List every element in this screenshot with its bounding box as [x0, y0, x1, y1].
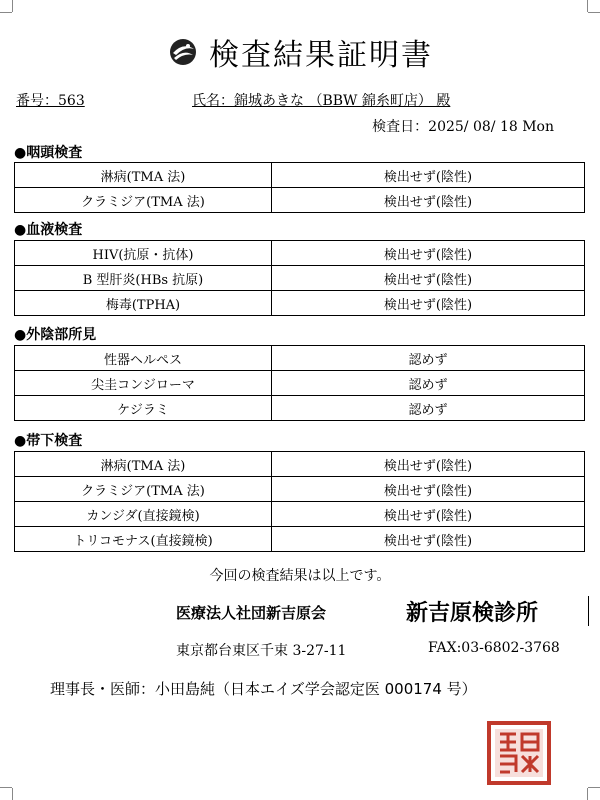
section-title: ●外陰部所見 [14, 327, 97, 343]
test-item: B 型肝炎(HBs 抗原) [15, 266, 272, 291]
test-item: 梅毒(TPHA) [15, 291, 272, 316]
test-item: 性器ヘルペス [15, 346, 272, 371]
table-row [15, 241, 585, 266]
test-result: 認めず [272, 396, 585, 421]
test-result: 認めず [272, 346, 585, 371]
test-item: 尖圭コンジローマ [15, 371, 272, 396]
clinic-name: 新吉原検診所 [406, 600, 539, 626]
test-item: 淋病(TMA 法) [15, 452, 272, 477]
results-table-pharynx [14, 162, 585, 213]
exam-date: 検査日：2025/ 08/ 18 Mon [372, 119, 554, 135]
crop-mark [588, 12, 600, 13]
test-item: 淋病(TMA 法) [15, 163, 272, 188]
title-row [0, 30, 600, 74]
clinic-fax: FAX:03-6802-3768 [428, 640, 560, 656]
patient-info [16, 90, 586, 112]
crop-mark [0, 787, 12, 788]
crop-mark [12, 788, 13, 800]
table-row [15, 396, 585, 421]
results-table-blood [14, 240, 585, 316]
test-item: クラミジア(TMA 法) [15, 188, 272, 213]
crop-mark [587, 0, 588, 12]
test-result: 認めず [272, 371, 585, 396]
section-title: ●咽頭検査 [14, 145, 83, 161]
table-row [15, 266, 585, 291]
section-title: ●血液検査 [14, 222, 83, 238]
table-row [15, 163, 585, 188]
crop-mark [12, 0, 13, 12]
issuer-block [176, 596, 589, 626]
table-row [15, 371, 585, 396]
test-result: 検出せず(陰性) [272, 266, 585, 291]
test-result: 検出せず(陰性) [272, 241, 585, 266]
test-item: HIV(抗原・抗体) [15, 241, 272, 266]
seal-stamp [486, 720, 552, 786]
test-item: カンジダ(直接鏡検) [15, 502, 272, 527]
table-row [15, 452, 585, 477]
test-item: クラミジア(TMA 法) [15, 477, 272, 502]
table-row [15, 502, 585, 527]
test-result: 検出せず(陰性) [272, 477, 585, 502]
test-item: トリコモナス(直接鏡検) [15, 527, 272, 552]
test-result: 検出せず(陰性) [272, 291, 585, 316]
director-name: 理事長・医師：小田島純（日本エイズ学会認定医 000174 号） [50, 680, 477, 698]
test-result: 検出せず(陰性) [272, 502, 585, 527]
clinic-address: 東京都台東区千束 3-27-11 [176, 643, 347, 659]
results-table-vulva [14, 345, 585, 421]
emblem-icon [167, 36, 199, 68]
crop-mark [0, 12, 12, 13]
results-table-discharge [14, 451, 585, 552]
test-item: ケジラミ [15, 396, 272, 421]
section-title: ●帯下検査 [14, 433, 83, 449]
organization-name: 医療法人社団新吉原会 [176, 604, 327, 622]
table-row [15, 291, 585, 316]
table-row [15, 188, 585, 213]
patient-name: 氏名：錦城あきな （BBW 錦糸町店） 殿 [192, 93, 451, 109]
table-row [15, 527, 585, 552]
table-row [15, 477, 585, 502]
crop-mark [587, 788, 588, 800]
certificate-number: 番号：563 [16, 93, 85, 109]
crop-mark [588, 787, 600, 788]
page-title: 検査結果証明書 [209, 38, 433, 73]
table-row [15, 346, 585, 371]
test-result: 検出せず(陰性) [272, 452, 585, 477]
closing-text: 今回の検査結果は以上です。 [209, 568, 391, 584]
test-result: 検出せず(陰性) [272, 188, 585, 213]
test-result: 検出せず(陰性) [272, 527, 585, 552]
test-result: 検出せず(陰性) [272, 163, 585, 188]
